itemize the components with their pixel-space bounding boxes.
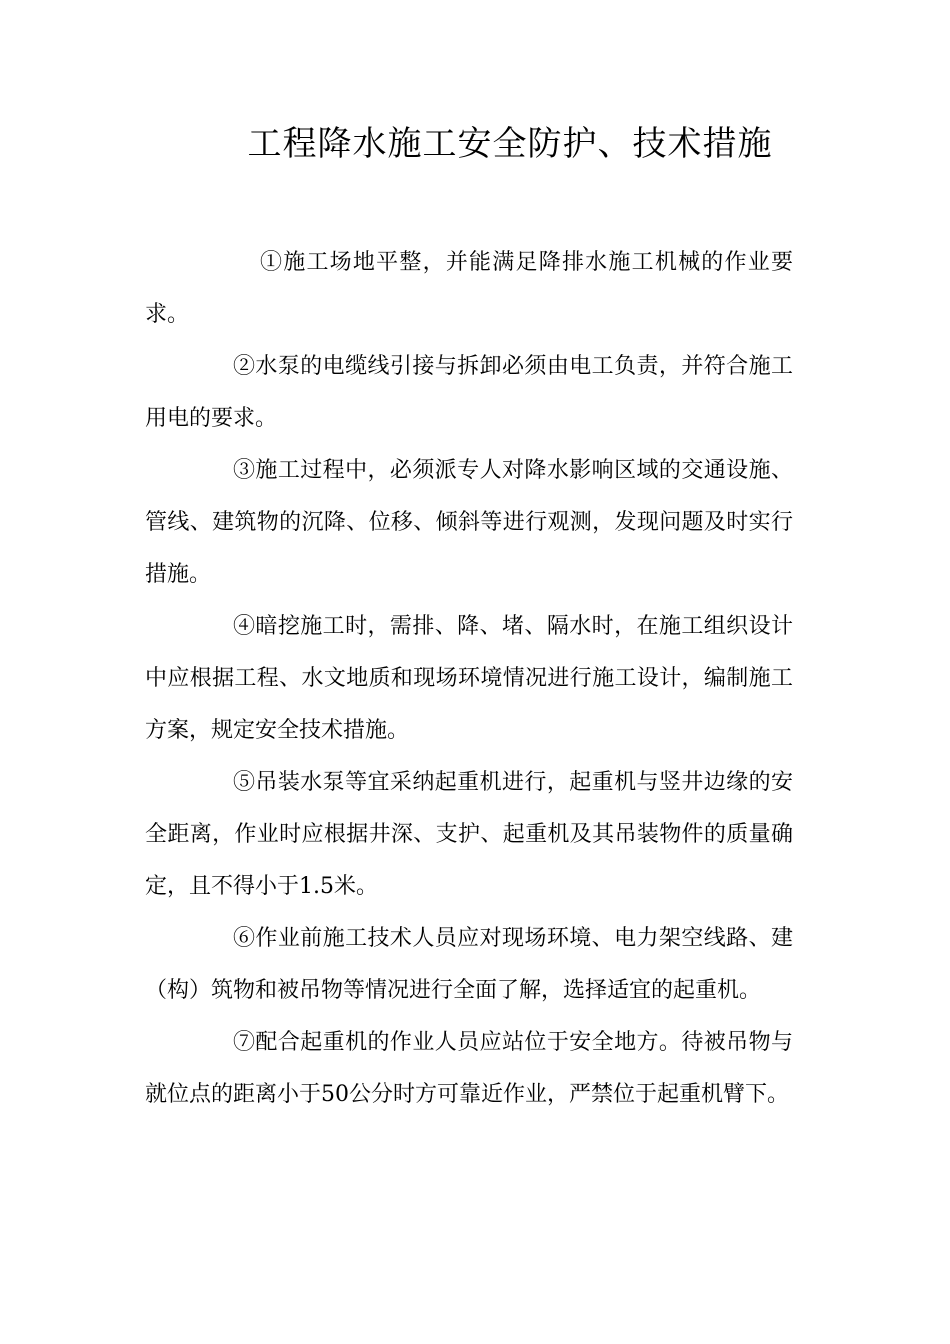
- paragraph-5: ⑤吊装水泵等宜采纳起重机进行，起重机与竖井边缘的安全距离，作业时应根据井深、支护、起重机及其吊装物件的质量确定，且不得小于1.5米。: [145, 770, 793, 899]
- paragraph-2: ②水泵的电缆线引接与拆卸必须由电工负责，并符合施工用电的要求。: [145, 354, 793, 431]
- paragraph-4: ④暗挖施工时，需排、降、堵、隔水时，在施工组织设计中应根据工程、水文地质和现场环境情况进行施工设计，编制施工方案，规定安全技术措施。: [145, 614, 793, 743]
- paragraph-1: ①施工场地平整，并能满足降排水施工机械的作业要求。: [145, 250, 793, 327]
- paragraph-6: ⑥作业前施工技术人员应对现场环境、电力架空线路、建（构）筑物和被吊物等情况进行全面了解，选择适宜的起重机。: [145, 926, 793, 1003]
- document-body: [145, 237, 793, 1121]
- document-title: 工程降水施工安全防护、技术措施: [247, 124, 773, 164]
- paragraph-3: ③施工过程中，必须派专人对降水影响区域的交通设施、管线、建筑物的沉降、位移、倾斜等进行观测，发现问题及时实行措施。: [145, 458, 793, 587]
- paragraph-7: ⑦配合起重机的作业人员应站位于安全地方。待被吊物与就位点的距离小于50公分时方可靠近作业，严禁位于起重机臂下。: [145, 1030, 793, 1107]
